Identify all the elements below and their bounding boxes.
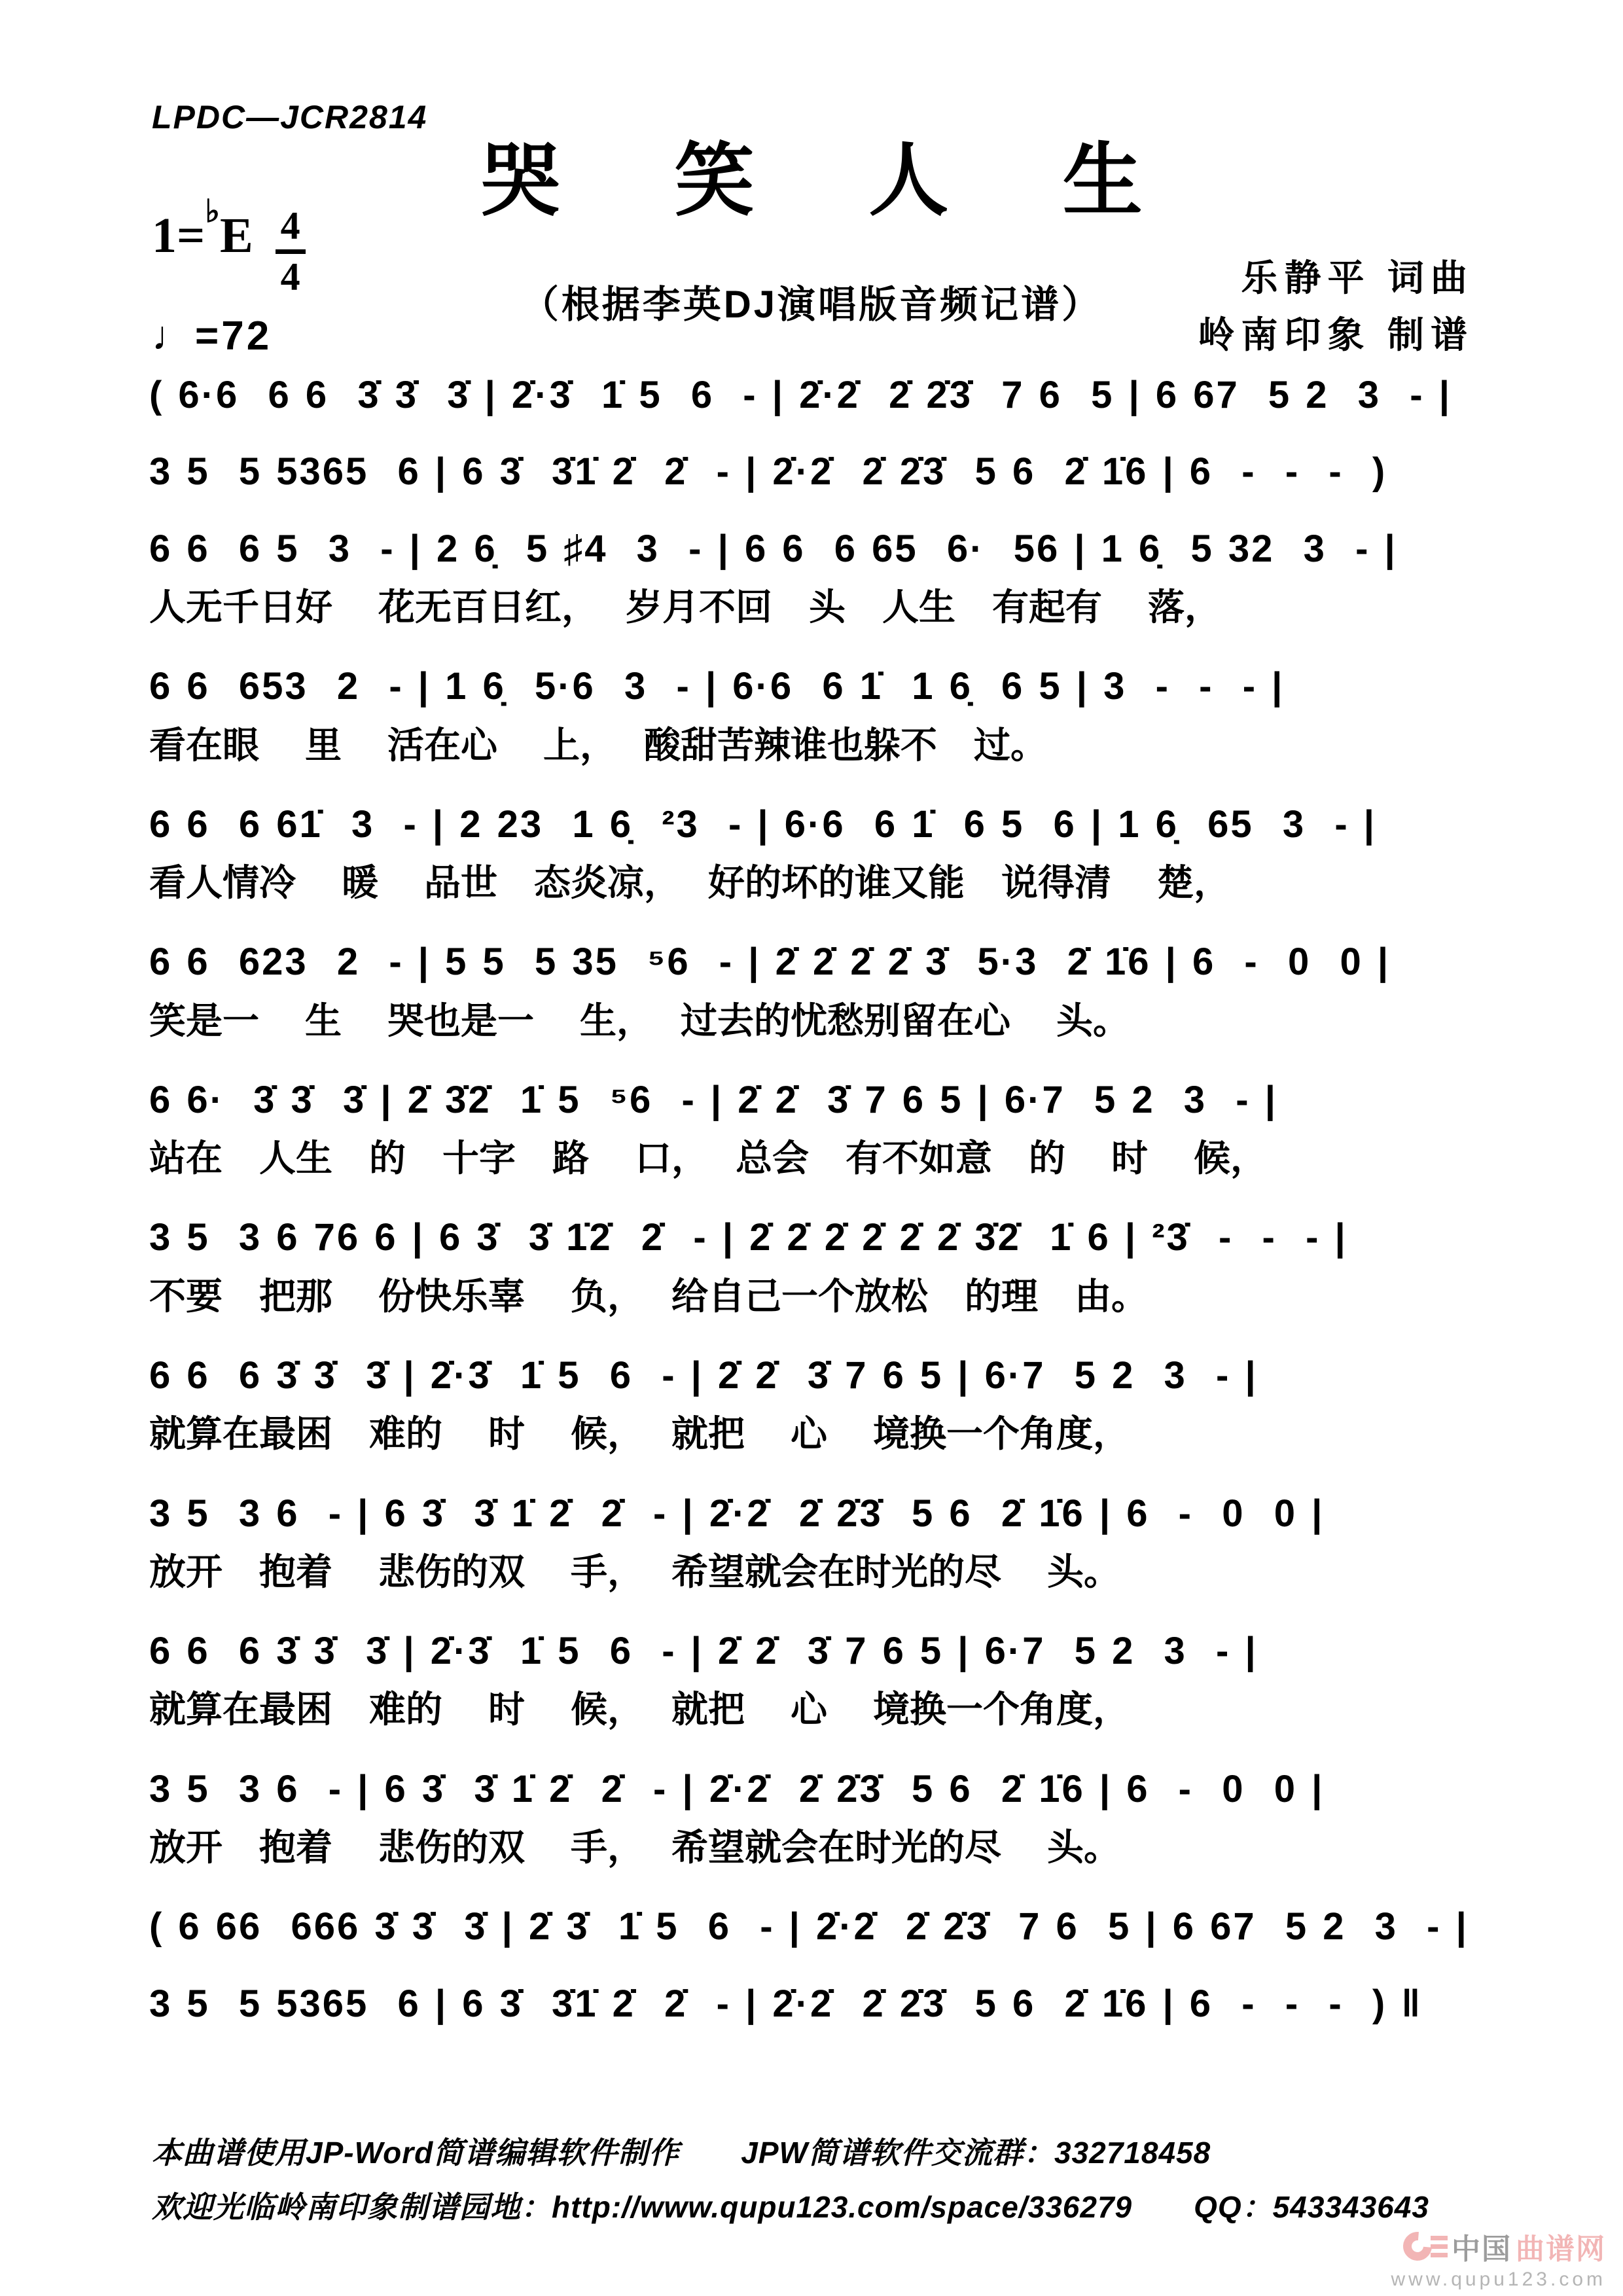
system xyxy=(149,435,1480,508)
footer-line-website: 欢迎光临岭南印象制谱园地：http://www.qupu123.com/space/336279 QQ：543343643 xyxy=(152,2189,1429,2224)
qupu-logo-bars-icon xyxy=(1431,2236,1448,2257)
song-title: 哭 笑 人 生 xyxy=(480,137,1190,226)
flat-icon: ♭ xyxy=(205,194,220,229)
system xyxy=(149,1201,1480,1319)
qupu-logo-icon xyxy=(1397,2226,1438,2267)
notation-line: 6 6 623 2 - | 5 5 5 35 ⁵6 - | 2̇ 2̇ 2̇ 2̇ 3̇ 5·3 2̇ 1̇6 | 6 - 0 0 | xyxy=(149,941,1391,984)
notation-line: ( 6 66 666 3̇ 3̇ 3̇ | 2̇ 3̇ 1̇ 5 6 - | 2̇·2̇ 2̇ 2̇3̇ 7 6 5 | 6 67 5 2 3 - | xyxy=(149,1905,1469,1948)
lyrics-line: 放开 抱着 悲伤的双 手， 希望就会在时光的尽 头。 xyxy=(149,1828,1120,1869)
notation-line: 6 6 6 61̇ 3 - | 2 23 1 6̣ ²3 - | 6·6 6 1̇ 6 5 6 | 1 6̣ 65 3 - | xyxy=(149,802,1376,846)
credit-transcriber: 岭南印象 制谱 xyxy=(1198,314,1474,355)
watermark-brand-pink: 曲谱网 xyxy=(1516,2233,1606,2265)
time-signature-numerator: 4 xyxy=(276,206,306,254)
lyrics-line: 就算在最困 难的 时 候， 就把 心 境换一个角度， xyxy=(149,1690,1130,1731)
notation-line: 3 5 5 5365 6 | 6 3̇ 3̇1̇ 2̇ 2̇ - | 2̇·2̇ 2̇ 2̇3̇ 5 6 2̇ 1̇6 | 6 - - - ) ‖ xyxy=(149,1982,1423,2025)
notation-line: ( 6·6 6 6 3̇ 3̇ 3̇ | 2̇·3̇ 1̇ 5 6 - | 2̇·2̇ 2̇ 2̇3̇ 7 6 5 | 6 67 5 2 3 - | xyxy=(149,374,1452,416)
credits xyxy=(1198,250,1474,364)
notation-line: 6 6 6 3̇ 3̇ 3̇ | 2̇·3̇ 1̇ 5 6 - | 2̇ 2̇ 3̇ 7 6 5 | 6·7 5 2 3 - | xyxy=(149,1630,1258,1673)
watermark-brand-gray: 中国 xyxy=(1452,2233,1512,2265)
system xyxy=(149,1890,1480,1963)
system xyxy=(149,1753,1480,1871)
system xyxy=(149,512,1480,631)
footer xyxy=(152,2126,1429,2234)
key-letter: E xyxy=(219,208,253,263)
lyrics-line: 笑是一 生 哭也是一 生， 过去的忧愁别留在心 头。 xyxy=(149,1001,1130,1042)
notation-line: 6 6 6 3̇ 3̇ 3̇ | 2̇·3̇ 1̇ 5 6 - | 2̇ 2̇ 3̇ 7 6 5 | 6·7 5 2 3 - | xyxy=(149,1354,1258,1397)
system xyxy=(149,1967,1480,2040)
lyrics-line: 看在眼 里 活在心 上， 酸甜苦辣谁也躲不 过。 xyxy=(149,725,1047,766)
watermark-url: www.qupu123.com xyxy=(1391,2269,1606,2290)
system xyxy=(149,650,1480,768)
lyrics-line: 放开 抱着 悲伤的双 手， 希望就会在时光的尽 头。 xyxy=(149,1552,1120,1593)
catalog-code: LPDC—JCR2814 xyxy=(152,99,428,135)
watermark xyxy=(1391,2225,1606,2291)
system xyxy=(149,1064,1480,1182)
notation-line: 6 6 653 2 - | 1 6̣ 5·6 3 - | 6·6 6 1̇ 1 6̣ 6 5 | 3 - - - | xyxy=(149,665,1285,708)
lyrics-line: 站在 人生 的 十字 路 口， 总会 有不如意 的 时 候， xyxy=(149,1139,1267,1180)
tempo-marking: ♩=72 xyxy=(152,314,272,359)
lyrics-line: 人无千日好 花无百日红， 岁月不回 头 人生 有起有 落， xyxy=(149,588,1221,629)
notation-line: 3 5 3 6 76 6 | 6 3̇ 3̇ 1̇2̇ 2̇ - | 2̇ 2̇ 2̇ 2̇ 2̇ 2̇ 3̇2̇ 1̇ 6 | ²3̇ - - - | xyxy=(149,1216,1347,1259)
system xyxy=(149,788,1480,906)
system xyxy=(149,359,1480,431)
system xyxy=(149,1477,1480,1596)
credit-lyricist-composer: 乐静平 词曲 xyxy=(1241,257,1474,298)
systems xyxy=(149,359,1480,2044)
system xyxy=(149,1615,1480,1733)
notation-line: 3 5 3 6 - | 6 3̇ 3̇ 1̇ 2̇ 2̇ - | 2̇·2̇ 2̇ 2̇3̇ 5 6 2̇ 1̇6 | 6 - 0 0 | xyxy=(149,1767,1325,1810)
notation-line: 3 5 3 6 - | 6 3̇ 3̇ 1̇ 2̇ 2̇ - | 2̇·2̇ 2̇ 2̇3̇ 5 6 2̇ 1̇6 | 6 - 0 0 | xyxy=(149,1492,1325,1535)
lyrics-line: 不要 把那 份快乐辜 负， 给自己一个放松 的理 由。 xyxy=(149,1276,1148,1318)
time-signature-denominator: 4 xyxy=(280,255,300,298)
subtitle: （根据李英DJ演唱版音频记谱） xyxy=(520,283,1103,326)
notation-line: 6 6· 3̇ 3̇ 3̇ | 2̇ 3̇2̇ 1̇ 5 ⁵6 - | 2̇ 2̇ 3̇ 7 6 5 | 6·7 5 2 3 - | xyxy=(149,1078,1277,1121)
system xyxy=(149,1339,1480,1458)
system xyxy=(149,925,1480,1044)
key-prefix: 1= xyxy=(152,208,205,263)
lyrics-line: 看人情冷 暖 品世 态炎凉， 好的坏的谁又能 说得清 楚， xyxy=(149,863,1230,905)
lyrics-line: 就算在最困 难的 时 候， 就把 心 境换一个角度， xyxy=(149,1414,1130,1456)
notation-line: 6 6 6 5 3 - | 2 6̣ 5 ♯4 3 - | 6 6 6 65 6· 56 | 1 6̣ 5 32 3 - | xyxy=(149,527,1397,570)
footer-line-software: 本曲谱使用JP-Word简谱编辑软件制作 JPW简谱软件交流群：332718458 xyxy=(152,2136,1211,2170)
notation-line: 3 5 5 5365 6 | 6 3̇ 3̇1̇ 2̇ 2̇ - | 2̇·2̇ 2̇ 2̇3̇ 5 6 2̇ 1̇6 | 6 - - - ) xyxy=(149,450,1387,493)
